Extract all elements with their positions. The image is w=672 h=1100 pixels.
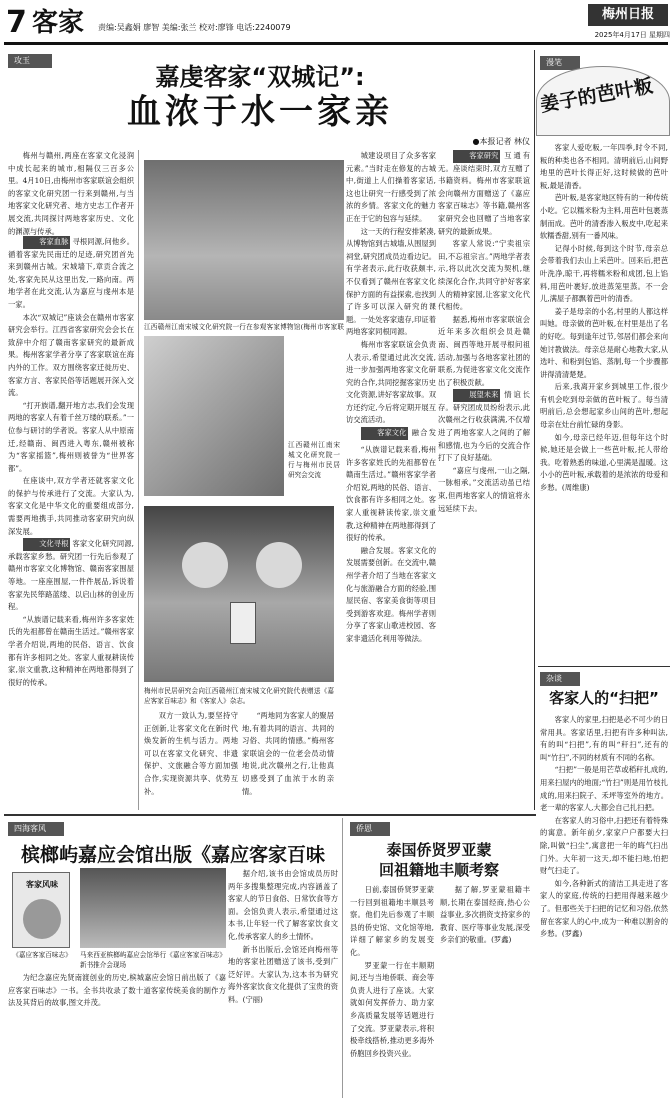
bottom-right-col-1 bbox=[350, 884, 434, 1094]
paragraph: 据悉,梅州市客家联谊会近年来多次组织会员赴赣南、闽西等地开展寻根问祖活动,加强与各地客家社团的联系,为促进客家文化交流作出了积极贡献。 bbox=[438, 314, 530, 387]
photo-caption: 江西赣州江南宋城文化研究院一行与梅州市民居研究会交流 bbox=[288, 441, 340, 479]
paragraph: 后来,我离开家乡到城里工作,很少有机会吃到母亲做的芭叶粄了。每当清明前后,总会想起家乡山间的芭叶,想起母亲在灶台前忙碌的身影。 bbox=[540, 382, 668, 430]
main-lead: 梅州与赣州,两座在客家文化浸润中成长起来的城市,相隔仅三百多公里。4月10日,由梅州市客家联谊会组织的客家文化研究团一行来到赣州,与当地客家文化研究者、地方史志工作者开展交流,共同探讨两地客家历史、文化的渊源与传承。 bbox=[8, 151, 134, 236]
page-number: 7 bbox=[6, 6, 27, 40]
divider bbox=[538, 666, 670, 667]
book-caption: 《嘉应客家百味志》 bbox=[12, 951, 72, 959]
photo-scholars-meeting bbox=[144, 336, 284, 496]
right-essay-body bbox=[540, 142, 668, 664]
paragraph: “打开族谱,翻开地方志,我们会发现两地的客家人有着千丝万缕的联系。”一位参与研讨的学者说。客家人从中原南迁,经赣南、闽西进入粤东,赣州被称为“客家摇篮”,梅州则被誉为“世界客都”。 bbox=[8, 400, 134, 473]
photo-caption: 马来西亚槟榔屿嘉应会馆举行《嘉应客家百味志》新书推介会现场 bbox=[80, 951, 226, 969]
section-title: 客家 bbox=[32, 8, 85, 38]
paragraph: 据了解,罗亚蒙祖籍丰顺,长期在泰国经商,热心公益事业,多次捐资支持家乡的教育、医疗等事业发展,深受乡亲们的敬重。(罗鑫) bbox=[440, 885, 530, 945]
column-divider bbox=[342, 818, 343, 1098]
bottom-right-tag: 侨恩 bbox=[350, 822, 390, 836]
bottom-right-headline-2: 回祖籍地丰顺考察 bbox=[378, 861, 499, 879]
right-essay-2-body bbox=[540, 714, 668, 1094]
person-avatar bbox=[182, 542, 228, 588]
subhead: 客家文化 bbox=[361, 427, 409, 440]
paragraph: “嘉应与虔州,一山之隔,一脉相承。”交流活动虽已结束,但两地客家人的情谊将永远延续下去。 bbox=[438, 465, 530, 513]
bottom-left-col-2 bbox=[228, 868, 338, 1094]
paragraph: 客家人常说:“宁卖祖宗田,不忘祖宗言。”两地学者表示,将以此次交流为契机,继续深化合作,共同守护好客家人的精神家园,让客家文化代代相传。 bbox=[438, 239, 530, 312]
main-section-tag: 攻玉 bbox=[8, 54, 52, 68]
main-column-4 bbox=[438, 150, 530, 810]
right-section-tag: 漫笔 bbox=[540, 56, 580, 70]
photo-caption: 梅州市民居研究会向江西赣州江南宋城文化研究院代表赠送《嘉应客家百味志》和《客家人》杂志。 bbox=[144, 687, 334, 705]
paragraph: “从族谱记载来看,梅州许多客家姓氏的先祖都曾在赣南生活过。”赣州客家学者介绍说,两地的民俗、语言、饮食都有许多相同之处。客家人重视耕读传家,崇文重教,这种精神在两地都得到了很好的传承。 bbox=[8, 614, 134, 687]
column-divider bbox=[138, 150, 139, 810]
main-column-2a bbox=[144, 710, 238, 810]
main-column-1 bbox=[8, 236, 134, 810]
paragraph: 客家人的家里,扫把是必不可少的日常用具。客家话里,扫把有许多种叫法,有的叫“扫把”,有的叫“秆扫”,还有的叫“竹扫”,不同的材质有不同的名称。 bbox=[540, 715, 668, 762]
paragraph: 日前,泰国侨贤罗亚蒙一行回到祖籍地丰顺县考察。他们先后参观了丰顺县的侨史馆、文化馆等地,详细了解家乡的发展变化。 bbox=[350, 885, 434, 957]
book-cover-title: 客家风味 bbox=[26, 879, 58, 889]
paragraph: 客家文化研究同源,承载客家乡愁。研究团一行先后参观了赣州市客家文化博物馆、赣南客家围屋等地。一座座围屋,一件件展品,诉说着客家先民筚路蓝缕、以启山林的创业历程。 bbox=[8, 539, 134, 612]
paragraph: 在客家人的习俗中,扫把还有着特殊的寓意。新年前夕,家家户户都要大扫除,叫做“扫尘”,寓意把一年的晦气扫出门外。大年初一这天,却不能扫地,怕把财气扫走了。 bbox=[540, 815, 668, 876]
paragraph: 融合发展。客家文化的发展需要创新。在交流中,赣州学者介绍了当地在客家文化与旅游融合方面的经验,围屋民宿、客家美食街等项目受到游客欢迎。梅州学者则分享了客家山歌进校园、客家非遗活化利用等做法。 bbox=[346, 545, 436, 643]
paragraph: 客家人爱吃粄,一年四季,时令不同,粄的种类也各不相同。清明前后,山间野地里的芭叶长得正好,这时候做的芭叶粄,最是清香。 bbox=[540, 143, 668, 190]
food-photo bbox=[23, 899, 61, 939]
bottom-right-headline-1: 泰国侨贤罗亚蒙 bbox=[386, 841, 492, 859]
column-divider bbox=[534, 50, 535, 810]
subhead: 客家研究 bbox=[453, 150, 501, 163]
right-headline: 姜子的芭叶粄 bbox=[538, 75, 655, 117]
person-avatar bbox=[256, 542, 302, 588]
paragraph: 寻根同源,问他乡。循着客家先民南迁的足迹,研究团首先来到赣州古城。宋城墙下,章贡合流之处,客家先民从这里出发,一路向南。两地学者在此交流,认为嘉应与虔州本是一家。 bbox=[8, 237, 134, 309]
paragraph: 本次“双城记”座谈会在赣州市客家研究会举行。江西省客家研究会会长在致辞中介绍了赣南客家研究的最新成果。梅州客家学者分享了客家联谊在海内外的工作。双方围绕客家迁徙历史、客家方言、客家民俗等话题展开深入交流。 bbox=[8, 312, 134, 398]
paragraph: 据介绍,该书由会馆成员历时两年多搜集整理完成,内容涵盖了客家人的节日食俗、日常饮食等方面。会馆负责人表示,希望通过这本书,让年轻一代了解客家饮食文化,传承客家人的乡土情怀。 bbox=[228, 869, 338, 941]
main-column-3 bbox=[346, 150, 436, 440]
paragraph: 在座谈中,双方学者还就客家文化的保护与传承进行了交流。大家认为,客家文化是中华文化的重要组成部分,需要两地携手,共同推动客家研究向纵深发展。 bbox=[8, 476, 134, 536]
paragraph: 融合发 bbox=[410, 428, 436, 438]
paragraph: 芭叶粄,是客家地区特有的一种传统小吃。它以糯米粉为主料,用芭叶包裹蒸制而成。芭叶的清香渗入粄皮中,吃起来软糯香甜,别有一番风味。 bbox=[540, 193, 668, 241]
book-cover-image bbox=[12, 872, 70, 948]
right-section-tag-2: 杂谈 bbox=[540, 672, 580, 686]
main-headline: 血浓于水一家亲 bbox=[127, 92, 393, 132]
paragraph: “扫把”一般是用芒草或稻秆扎成的,用来扫屋内的地面;“竹扫”则是用竹枝扎成的,用来扫院子、禾坪等室外的地方。老一辈的客家人,大都会自己扎扫把。 bbox=[540, 765, 668, 813]
paragraph: 如今,各种新式的清洁工具走进了客家人的家庭,传统的扫把用得越来越少了。但那些关于扫把的记忆和习俗,依然留在客家人的心中,成为一种难以割舍的乡愁。(罗鑫) bbox=[540, 878, 668, 939]
photo-caption: 江西赣州江南宋城文化研究院一行在参观客家博物馆(梅州市客家联 bbox=[144, 323, 344, 331]
bottom-right-col-2 bbox=[440, 884, 530, 1094]
paragraph: 如今,母亲已经年迈,但每年这个时候,她还是会做上一些芭叶粄,托人带给我。吃着熟悉的味道,心里满是温暖。这小小的芭叶粄,承载着的是浓浓的母爱和乡愁。(周维康) bbox=[540, 432, 668, 493]
paragraph: 梅州市客家联谊会负责人表示,希望通过此次交流,进一步加强两地客家文化研究的合作,共同挖掘客家历史文化资源,讲好客家故事。双方还约定,今后将定期开展互访交流活动。 bbox=[346, 339, 436, 425]
paragraph: 双方一致认为,要坚持守正创新,让客家文化在新时代焕发新的生机与活力。两地可以在客家文化研究、非遗保护、文旅融合等方面加强合作,实现资源共享、优势互补。 bbox=[144, 711, 238, 796]
editor-line: 责编:吴鑫娟 廖智 美编:张兰 校对:廖锋 电话:2240079 bbox=[98, 23, 291, 32]
main-subtitle: 嘉虔客家“双城记”: bbox=[155, 63, 365, 91]
paragraph: “两地同为客家人的聚居地,有着共同的语言、共同的习俗、共同的情感。”梅州客家联谊会的一位老会员动情地说,此次赣州之行,让他真切感受到了血浓于水的亲情。 bbox=[242, 711, 334, 796]
newspaper-logo: 梅州日报 bbox=[588, 4, 668, 26]
paragraph: 互通有无。座谈结束时,双方互赠了书籍资料。梅州市客家联谊会向赣州方面赠送了《嘉应客家百味志》等书籍,赣州客家研究会也回赠了当地客家研究的最新成果。 bbox=[438, 151, 530, 236]
bottom-left-headline: 槟榔屿嘉应会馆出版《嘉应客家百味 bbox=[20, 844, 325, 864]
paragraph: 情谊长存。研究团成员纷纷表示,此次赣州之行收获满满,不仅增进了两地客家人之间的了解和感情,也为今后的交流合作打下了良好基础。 bbox=[438, 390, 530, 463]
main-column-3b bbox=[346, 444, 436, 810]
main-column-2b bbox=[242, 710, 334, 810]
main-byline: ●本报记者 林仪 bbox=[472, 137, 530, 146]
paragraph: 记得小时候,每到这个时节,母亲总会带着我们去山上采芭叶。回来后,把芭叶洗净,晾干,再将糯米粉和成团,包上馅料,用芭叶裹好,放进蒸笼里蒸。不一会儿,满屋子都飘着芭叶的清香。 bbox=[540, 243, 668, 304]
paragraph: 为纪念嘉应先贤南渡创业的历史,槟城嘉应会馆日前出版了《嘉应客家百味志》一书。全书共收录了数十道客家传统美食的制作方法及其背后的故事,图文并茂。 bbox=[8, 973, 226, 1008]
issue-date: 2025年4月17日 星期四 bbox=[594, 31, 670, 39]
section-rule bbox=[4, 814, 536, 816]
subhead: 文化寻根 bbox=[23, 538, 71, 551]
subhead: 客家血脉 bbox=[23, 236, 71, 249]
paragraph: 罗亚蒙一行在丰顺期间,还与当地侨联、商会等负责人进行了座谈。大家就如何发挥侨力、助力家乡高质量发展等话题进行了交流。罗亚蒙表示,将积极牵线搭桥,推动更多海外侨胞回乡投资兴业。 bbox=[350, 960, 434, 1058]
paragraph: 城建设项目了众多客家元素。”当时走在修复的古城中,街道上人们操着客家话,这也让研究一行感受到了浓浓的乡情。客家文化的魅力正在于它的包容与延续。 bbox=[346, 151, 436, 223]
paragraph: 姜子是母亲的小名,村里的人都这样叫她。母亲做的芭叶粄,在村里是出了名的好吃。每到逢年过节,邻居们都会来向她讨教做法。母亲总是耐心地教大家,从选叶、和粉到包馅、蒸制,每一个步骤都讲得清清楚楚。 bbox=[540, 306, 668, 379]
right-headline-2: 客家人的“扫把” bbox=[549, 689, 659, 707]
photo-book-presentation bbox=[144, 506, 334, 682]
bottom-left-tag: 四海客风 bbox=[8, 822, 64, 836]
header-rule bbox=[4, 42, 668, 45]
photo-book-launch bbox=[80, 868, 226, 948]
paragraph: 新书出版后,会馆还向梅州等地的客家社团赠送了该书,受到广泛好评。大家认为,这本书为研究海外客家饮食文化提供了宝贵的资料。(宁丽) bbox=[228, 944, 338, 1004]
paragraph: 这一天的行程安排紧凑,从博物馆到古城墙,从围屋到祠堂,研究团成员边看边记。有学者表示,此行收获颇丰,不仅看到了赣州在客家文化保护方面的有益探索,也找到了许多可以深入研究的课题。一处处客家遗存,印证着两地客家同根同源。 bbox=[346, 226, 436, 337]
photo-museum-visit bbox=[144, 160, 344, 320]
subhead: 展望未来 bbox=[453, 389, 501, 402]
bottom-left-col-1 bbox=[8, 972, 226, 1094]
paragraph: “从族谱记载来看,梅州许多客家姓氏的先祖都曾在赣南生活过。”赣州客家学者介绍说,两地的民俗、语言、饮食都有许多相同之处。客家人重视耕读传家,崇文重教,这种精神在两地都得到了很好的传承。 bbox=[346, 445, 436, 543]
book-icon bbox=[230, 602, 256, 644]
